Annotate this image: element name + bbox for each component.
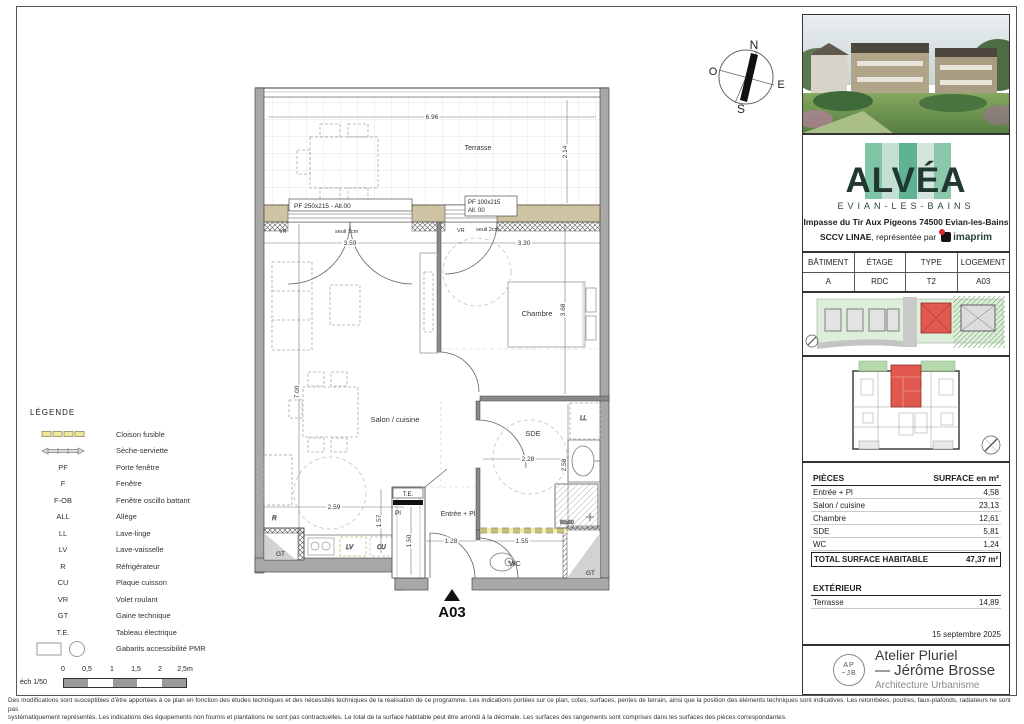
surface-total-label: TOTAL SURFACE HABITABLE bbox=[814, 555, 929, 564]
dim-2-28: 2.28 bbox=[521, 456, 535, 463]
surface-row bbox=[811, 525, 1001, 538]
exterior-surface: 14,89 bbox=[978, 597, 999, 607]
pl-label: Pl bbox=[395, 510, 401, 517]
brand-block bbox=[802, 134, 1010, 252]
building-photo-render bbox=[803, 15, 1009, 133]
disclaimer-line-2: systématiquement représentés. Les indications des équipements non fournis et plantations ne sont pas contractuelles. Le total de la surface habitable peut être arrondi à la décimale. Les surfaces des rangements sont comprises dans les surfaces des pièces correspondantes. bbox=[8, 714, 787, 722]
legend-label: Réfrigérateur bbox=[116, 561, 160, 571]
brand-entity-rest: , représentée par bbox=[871, 232, 937, 242]
building-photo bbox=[802, 14, 1010, 134]
legend-item bbox=[30, 476, 270, 493]
unit-val-type: T2 bbox=[906, 273, 958, 292]
surface-row bbox=[811, 512, 1001, 525]
room-surface: 12,61 bbox=[978, 513, 999, 523]
legend-abbr: CU bbox=[57, 578, 69, 588]
pf-large-label: PF 250x215 - All.00 bbox=[294, 203, 351, 210]
legend-abbr: GT bbox=[57, 611, 69, 621]
compass-e: E bbox=[777, 79, 785, 91]
dim-3-59: 3.59 bbox=[343, 240, 357, 247]
dim-2-59: 2.59 bbox=[327, 504, 341, 511]
legend-label: Gaine technique bbox=[116, 611, 171, 621]
room-name: WC bbox=[813, 539, 827, 549]
compass-n: N bbox=[749, 38, 759, 52]
room-terrasse: Terrasse bbox=[464, 145, 492, 152]
exterior-row bbox=[811, 596, 1001, 609]
lv-label: LV bbox=[346, 545, 354, 551]
legend-item bbox=[30, 426, 270, 443]
scale-tick: 1 bbox=[110, 666, 114, 673]
legend-item bbox=[30, 591, 270, 608]
imaprim-logo-icon bbox=[941, 232, 951, 242]
terrace bbox=[255, 88, 609, 205]
scale-tick: 1,5 bbox=[131, 666, 141, 673]
cloison-fusible bbox=[480, 528, 567, 533]
unit-col-logement: LOGEMENT bbox=[958, 253, 1010, 273]
room-name: Entrée + Pl bbox=[813, 487, 853, 497]
dim-1-50: 1.50 bbox=[406, 534, 413, 548]
cloison-fusible-icon bbox=[30, 429, 96, 439]
legend-item bbox=[30, 558, 270, 575]
dim-7-00: 7.00 bbox=[294, 385, 301, 399]
imaprim-name: imaprim bbox=[953, 232, 993, 243]
unit-val-batiment: A bbox=[803, 273, 855, 292]
legend-item bbox=[30, 542, 270, 559]
room-name: Chambre bbox=[813, 513, 846, 523]
surface-total-value: 47,37 m² bbox=[965, 555, 998, 564]
scale-tick: 2,5m bbox=[177, 666, 193, 673]
surface-table bbox=[802, 462, 1010, 645]
legend-label: Cloison fusible bbox=[116, 429, 165, 439]
legend bbox=[30, 408, 270, 657]
dim-6-96: 6.96 bbox=[425, 114, 439, 121]
architect-block bbox=[802, 645, 1010, 695]
unit-col-etage: ÉTAGE bbox=[855, 253, 907, 273]
room-surface: 4,58 bbox=[983, 487, 999, 497]
legend-abbr: F bbox=[60, 479, 66, 489]
plan-date: 15 septembre 2025 bbox=[932, 630, 1001, 639]
vr-label-1: VR bbox=[279, 229, 287, 235]
room-name: Salon / cuisine bbox=[813, 500, 866, 510]
footer-disclaimer bbox=[8, 697, 1018, 723]
room-sde: SDE bbox=[525, 429, 541, 438]
room-surface: 5,81 bbox=[983, 526, 999, 536]
room-entree: Entrée + Pl bbox=[440, 511, 476, 518]
legend-abbr: R bbox=[60, 561, 66, 571]
brand-name: ALVÉA bbox=[845, 161, 967, 200]
room-name: SDE bbox=[813, 526, 830, 536]
surface-row bbox=[811, 538, 1001, 551]
monogram-line1: AP bbox=[843, 662, 855, 669]
scale-tick: 0 bbox=[61, 666, 65, 673]
legend-label: Fenêtre bbox=[116, 479, 142, 489]
scale-tick: 2 bbox=[158, 666, 162, 673]
dim-1-55: 1.55 bbox=[515, 538, 529, 545]
legend-item bbox=[30, 509, 270, 526]
disclaimer-line-1: Des modifications sont susceptibles d'être apportées à ce plan en fonction des études techniques et des nécessités techniques de la réalisation de ce programme. Les indications portées sur ce plan, cotes, surfaces, pentes de terrain, ainsi que la position des éléments techniques sont indicatives. Les retombées, poutres, faux-plafonds, radiateurs ne sont pas bbox=[8, 697, 1011, 713]
surface-row bbox=[811, 486, 1001, 499]
dim-1-28: 1.28 bbox=[444, 538, 458, 545]
vr-label-2: VR bbox=[457, 228, 465, 234]
room-surface: 23,13 bbox=[978, 500, 999, 510]
unit-val-logement: A03 bbox=[976, 277, 991, 287]
legend-item bbox=[30, 641, 270, 658]
floor-plan-thumbnail bbox=[802, 356, 1010, 462]
pf-small-label-2: All. 00 bbox=[468, 208, 485, 214]
unit-info-table bbox=[802, 252, 1010, 292]
brand-city: EVIAN-LES-BAINS bbox=[837, 201, 975, 211]
room-salon: Salon / cuisine bbox=[370, 415, 420, 424]
compass-o: O bbox=[708, 66, 718, 78]
unit-col-batiment: BÂTIMENT bbox=[803, 253, 855, 273]
scale-bar-graphic bbox=[63, 678, 187, 688]
legend-abbr: VR bbox=[57, 594, 69, 604]
scale-label: éch 1/50 bbox=[20, 679, 47, 686]
surface-row bbox=[811, 499, 1001, 512]
scale-tick: 0,5 bbox=[82, 666, 92, 673]
bedroom-furniture bbox=[441, 282, 600, 349]
legend-label: Lave-linge bbox=[116, 528, 151, 538]
unit-label: A03 bbox=[438, 604, 466, 621]
legend-label: Tableau électrique bbox=[116, 627, 177, 637]
legend-label: Plaque cuisson bbox=[116, 578, 167, 588]
legend-label: Sèche-serviette bbox=[116, 446, 169, 456]
architect-name-1: Atelier Pluriel bbox=[875, 647, 958, 663]
unit-val-etage: RDC bbox=[855, 273, 907, 292]
architect-name-2: — Jérôme Brosse bbox=[875, 662, 996, 679]
exterior-name: Terrasse bbox=[813, 597, 844, 607]
closet-te bbox=[392, 487, 425, 578]
legend-item bbox=[30, 443, 270, 460]
legend-item bbox=[30, 525, 270, 542]
room-surface: 1,24 bbox=[983, 539, 999, 549]
dim-2-14: 2.14 bbox=[562, 145, 569, 159]
legend-abbr: ALL bbox=[56, 512, 70, 522]
architect-subtitle: Architecture Urbanisme bbox=[875, 680, 980, 691]
r-label: R bbox=[272, 515, 277, 522]
legend-item bbox=[30, 624, 270, 641]
legend-item bbox=[30, 608, 270, 625]
room-wc: WC bbox=[509, 561, 521, 568]
seuil-label-2: seuil 2cm bbox=[476, 227, 500, 233]
unit-col-type: TYPE bbox=[906, 253, 958, 273]
scale-bar bbox=[18, 666, 208, 692]
site-plan-thumbnail bbox=[802, 292, 1010, 356]
legend-item bbox=[30, 492, 270, 509]
legend-abbr: F-OB bbox=[54, 495, 72, 505]
gt-left bbox=[264, 528, 304, 560]
dim-3-30: 3.30 bbox=[517, 240, 531, 247]
seuil-label-1: seuil 2cm bbox=[335, 229, 359, 235]
legend-label: Porte fenêtre bbox=[116, 462, 160, 472]
surface-total-row bbox=[811, 552, 1001, 567]
legend-label: Gabarits accessibilité PMR bbox=[116, 644, 206, 654]
seche-serviette-icon bbox=[30, 446, 96, 456]
legend-abbr: PF bbox=[58, 462, 68, 472]
legend-label: Volet roulant bbox=[116, 594, 158, 604]
exterior-header: EXTÉRIEUR bbox=[811, 583, 1001, 596]
compass-s: S bbox=[736, 102, 746, 116]
architect-monogram bbox=[833, 654, 865, 686]
gt-right bbox=[567, 526, 600, 578]
shower-size-label: 90x90 bbox=[560, 520, 574, 526]
surface-header-pieces: PIÈCES bbox=[813, 473, 845, 483]
legend-label: Allège bbox=[116, 512, 137, 522]
te-label: T.E. bbox=[402, 492, 414, 498]
room-chambre: Chambre bbox=[521, 309, 553, 318]
monogram-line2: ~JB bbox=[841, 670, 857, 677]
gt-right-label: GT bbox=[586, 570, 596, 577]
legend-label: Lave-vaisselle bbox=[116, 545, 164, 555]
legend-abbr: T.E. bbox=[56, 627, 70, 637]
dim-1-57: 1.57 bbox=[376, 514, 383, 528]
unit-marker bbox=[438, 589, 466, 621]
compass-rose bbox=[709, 38, 785, 116]
pf-small-label-1: PF 100x215 bbox=[468, 200, 501, 206]
brand-entity-line bbox=[803, 232, 1009, 243]
brand-address: Impasse du Tir Aux Pigeons 74500 Evian-les-Bains bbox=[803, 217, 1009, 227]
gt-left-label: GT bbox=[276, 551, 286, 558]
legend-title: LÉGENDE bbox=[30, 408, 76, 417]
ll-label: LL bbox=[580, 416, 587, 422]
surface-header-surface: SURFACE en m² bbox=[933, 473, 999, 483]
legend-abbr: LL bbox=[58, 528, 68, 538]
cu-label: CU bbox=[377, 545, 386, 551]
legend-abbr: LV bbox=[58, 545, 68, 555]
legend-item bbox=[30, 459, 270, 476]
legend-item bbox=[30, 575, 270, 592]
dim-2-58: 2.58 bbox=[561, 458, 568, 472]
dim-3-68: 3.68 bbox=[560, 303, 567, 317]
pmr-gabarit-icon bbox=[30, 640, 96, 658]
brand-entity-name: SCCV LINAE bbox=[819, 232, 872, 242]
legend-label: Fenêtre oscillo battant bbox=[116, 495, 190, 505]
